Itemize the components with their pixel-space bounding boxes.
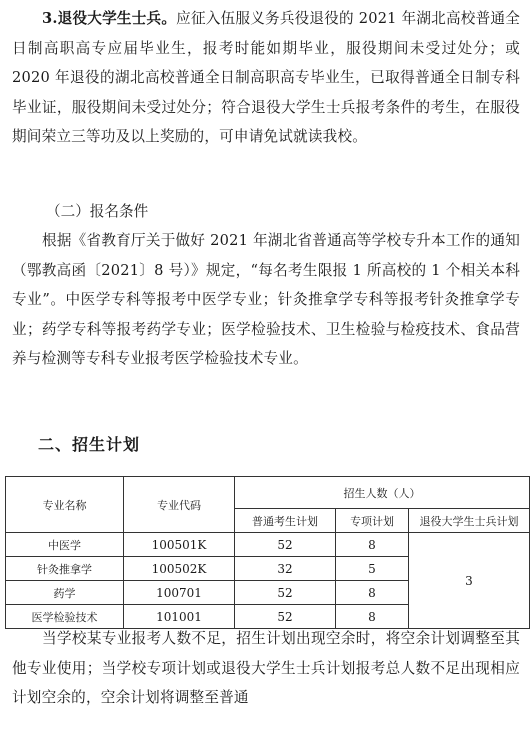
cell-veteran-total: 3 [409, 533, 530, 629]
sub-heading-registration: （二）报名条件 [46, 203, 149, 220]
adjustment-paragraph: 当学校某专业报考人数不足，招生计划出现空余时，将空余计划调整至其他专业使用；当学校专项计划或退役大学生士兵计划报考总人数不足出现相应计划空余的，空余计划将调整至普通 [12, 630, 520, 707]
cell-code: 100501K [124, 533, 235, 557]
header-regular: 普通考生计划 [235, 509, 336, 533]
veteran-lead: 3.退役大学生士兵。 [42, 10, 177, 27]
cell-name: 医学检验技术 [6, 605, 124, 629]
cell-name: 中医学 [6, 533, 124, 557]
cell-special: 8 [336, 605, 409, 629]
header-enrollment-group: 招生人数（人） [235, 477, 530, 509]
cell-special: 8 [336, 533, 409, 557]
section-heading-plan: 二、招生计划 [38, 435, 141, 454]
header-special: 专项计划 [336, 509, 409, 533]
cell-code: 101001 [124, 605, 235, 629]
cell-regular: 52 [235, 581, 336, 605]
cell-code: 100502K [124, 557, 235, 581]
veteran-text: 应征入伍服义务兵役退役的 2021 年湖北高校普通全日制高职高专应届毕业生，报考时能如期毕业，服役期间未受过处分；或 2020 年退役的湖北高校普通全日制高职高专毕业生，已取得普通全日制专科毕业证，服役期间未受过处分；符合退役大学生士兵报考条件的考生，在服役期间荣立三等功及以上奖励的，可申请免试就读我校。 [12, 10, 520, 146]
header-veteran: 退役大学生士兵计划 [409, 509, 530, 533]
cell-regular: 32 [235, 557, 336, 581]
veteran-paragraph [12, 4, 520, 152]
cell-special: 8 [336, 581, 409, 605]
cell-code: 100701 [124, 581, 235, 605]
cell-regular: 52 [235, 533, 336, 557]
enrollment-table [5, 476, 530, 629]
header-major-code: 专业代码 [124, 477, 235, 533]
registration-paragraph: 根据《省教育厅关于做好 2021 年湖北省普通高等学校专升本工作的通知（鄂教高函〔2021〕8 号）》规定，“每名考生限报 1 所高校的 1 个相关本科专业”。中医学专科等报考中医学专业；针灸推拿学专科等报考针灸推拿学专业；药学专科等报考药学专业；医学检验技术、卫生检验与检疫技术、食品营养与检测等专科专业报考医学检验技术专业。 [12, 232, 520, 368]
table-row [6, 533, 530, 557]
cell-special: 5 [336, 557, 409, 581]
header-major-name: 专业名称 [6, 477, 124, 533]
cell-regular: 52 [235, 605, 336, 629]
cell-name: 药学 [6, 581, 124, 605]
cell-name: 针灸推拿学 [6, 557, 124, 581]
